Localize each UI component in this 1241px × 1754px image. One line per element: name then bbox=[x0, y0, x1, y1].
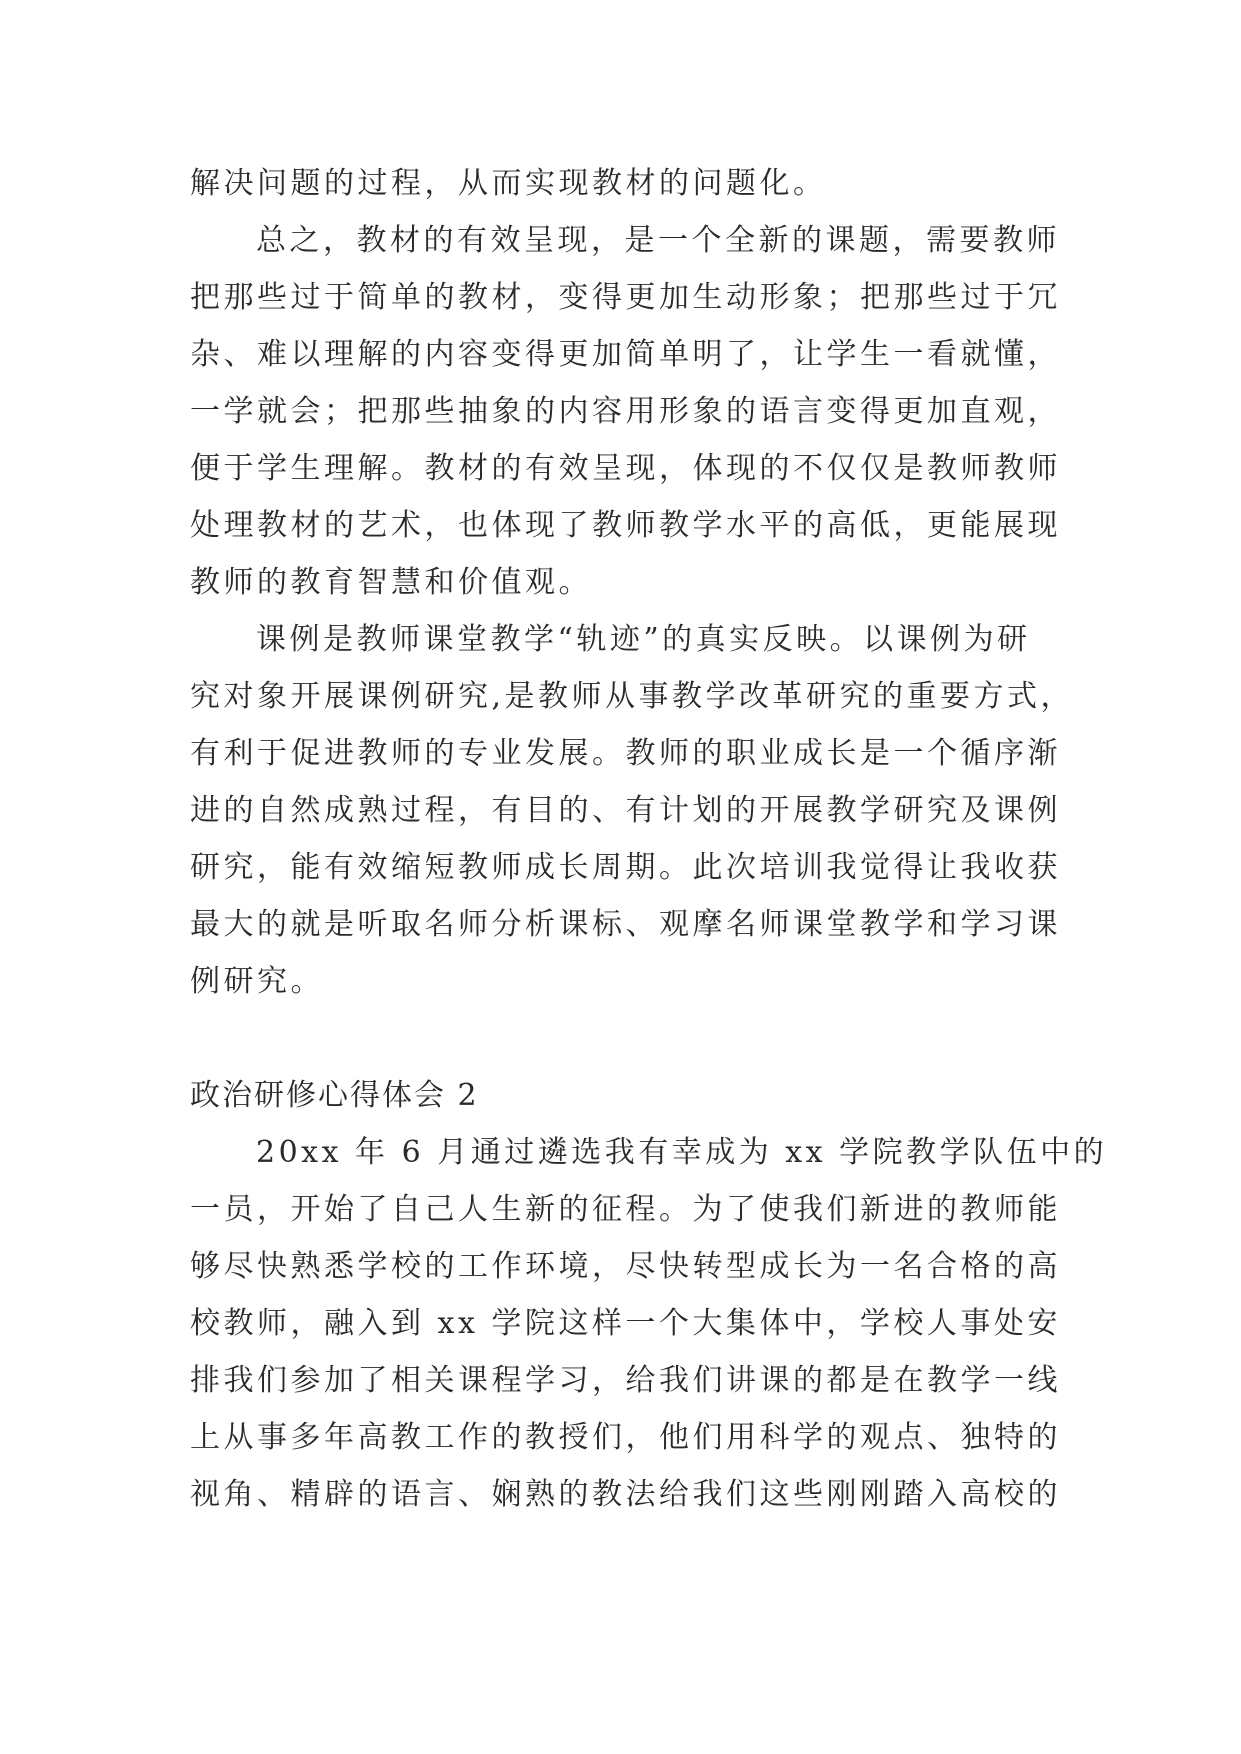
text-line: 一学就会；把那些抽象的内容用形象的语言变得更加直观， bbox=[190, 394, 1061, 429]
text-line: 有利于促进教师的专业发展。教师的职业成长是一个循序渐 bbox=[190, 736, 1061, 771]
section-heading: 政治研修心得体会 2 bbox=[190, 1078, 479, 1113]
text-line: 便于学生理解。教材的有效呈现，体现的不仅仅是教师教师 bbox=[190, 451, 1061, 486]
text-line: 教师的教育智慧和价值观。 bbox=[190, 565, 592, 600]
text-line: 视角、精辟的语言、娴熟的教法给我们这些刚刚踏入高校的 bbox=[190, 1477, 1061, 1512]
text-line: 够尽快熟悉学校的工作环境，尽快转型成长为一名合格的高 bbox=[190, 1249, 1061, 1284]
text-line: 处理教材的艺术，也体现了教师教学水平的高低，更能展现 bbox=[190, 508, 1061, 543]
text-line: 把那些过于简单的教材，变得更加生动形象；把那些过于冗 bbox=[190, 280, 1061, 315]
section-gap bbox=[190, 1010, 1050, 1067]
text-line: 一员，开始了自己人生新的征程。为了使我们新进的教师能 bbox=[190, 1192, 1061, 1227]
text-line: 进的自然成熟过程，有目的、有计划的开展教学研究及课例 bbox=[190, 793, 1061, 828]
text-line: 例研究。 bbox=[190, 964, 324, 999]
text-line: 最大的就是听取名师分析课标、观摩名师课堂教学和学习课 bbox=[190, 907, 1061, 942]
text-line: 究对象开展课例研究,是教师从事教学改革研究的重要方式， bbox=[190, 679, 1075, 714]
paragraph-start-line: 总之，教材的有效呈现，是一个全新的课题，需要教师 bbox=[256, 223, 1060, 258]
text-line: 校教师，融入到 xx 学院这样一个大集体中，学校人事处安 bbox=[190, 1306, 1061, 1341]
section-2 bbox=[190, 1124, 1108, 1523]
text-line: 解决问题的过程，从而实现教材的问题化。 bbox=[190, 166, 827, 201]
paragraph-start-line: 20xx 年 6 月通过遴选我有幸成为 xx 学院教学队伍中的 bbox=[256, 1135, 1108, 1170]
document-page bbox=[190, 155, 1108, 1523]
paragraph-start-line: 课例是教师课堂教学“轨迹”的真实反映。以课例为研 bbox=[256, 622, 1031, 657]
text-line: 排我们参加了相关课程学习，给我们讲课的都是在教学一线 bbox=[190, 1363, 1061, 1398]
text-line: 杂、难以理解的内容变得更加简单明了，让学生一看就懂， bbox=[190, 337, 1061, 372]
section-1 bbox=[190, 155, 1075, 1010]
text-line: 上从事多年高教工作的教授们，他们用科学的观点、独特的 bbox=[190, 1420, 1061, 1455]
text-line: 研究，能有效缩短教师成长周期。此次培训我觉得让我收获 bbox=[190, 850, 1061, 885]
